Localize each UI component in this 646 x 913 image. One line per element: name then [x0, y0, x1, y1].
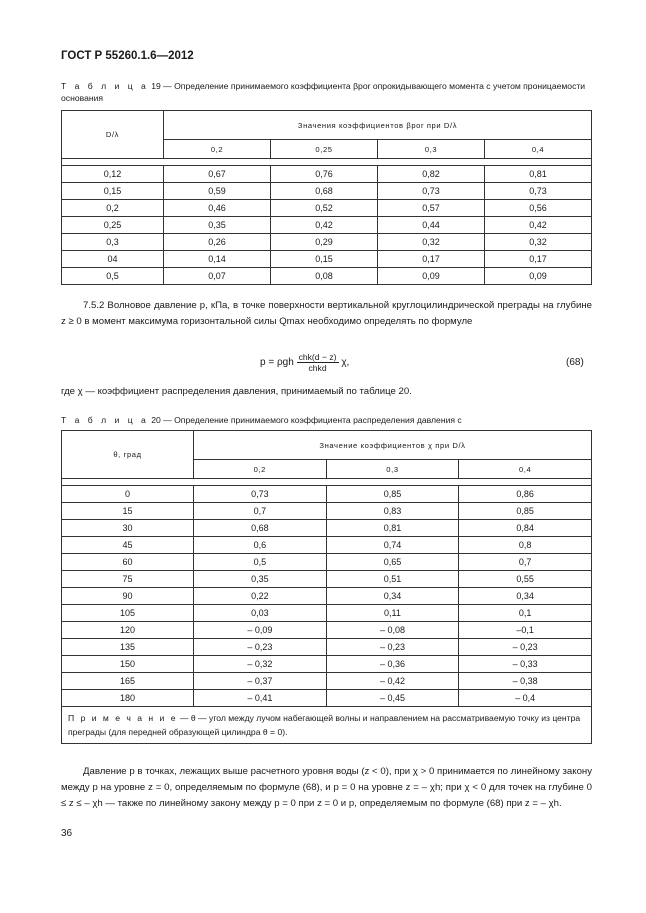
table19-cell: 0,07	[164, 268, 271, 285]
table20-cell: – 0,41	[194, 690, 327, 707]
table20-row-label: 0	[62, 486, 194, 503]
table-row	[62, 537, 592, 554]
table20-row-label: 45	[62, 537, 194, 554]
table20-cell: – 0,08	[326, 622, 459, 639]
table20-cell: 0,68	[194, 520, 327, 537]
table-row	[62, 183, 592, 200]
table20-cell: 0,6	[194, 537, 327, 554]
table20-cell: 0,7	[459, 554, 592, 571]
table19-cell: 0,76	[271, 166, 378, 183]
page-number: 36	[61, 828, 73, 839]
table19-cell: 0,57	[378, 200, 485, 217]
table19-row-label: 04	[62, 251, 164, 268]
table20-note-prefix: П р и м е ч а н и е	[68, 713, 178, 723]
table20-row-label: 75	[62, 571, 194, 588]
table20-cell: – 0,37	[194, 673, 327, 690]
table20-caption	[61, 414, 591, 426]
table-row	[62, 520, 592, 537]
formula-numerator: chk(d − z)	[298, 352, 337, 362]
table20-cell: 0,51	[326, 571, 459, 588]
table20-caption-prefix: Т а б л и ц а	[61, 415, 149, 425]
table-row	[62, 503, 592, 520]
table20-column-header: 0,2	[194, 460, 327, 479]
table20-cell: – 0,38	[459, 673, 592, 690]
table19-cell: 0,32	[378, 234, 485, 251]
table20-cell: 0,1	[459, 605, 592, 622]
table20-cell: 0,34	[459, 588, 592, 605]
table-row	[62, 622, 592, 639]
table-row	[62, 588, 592, 605]
table20-group-header: Значение коэффициентов χ при D/λ	[194, 431, 592, 460]
table20-cell: – 0,33	[459, 656, 592, 673]
table20-cell: –0,1	[459, 622, 592, 639]
table19-column-header: 0,3	[378, 140, 485, 159]
table-row	[62, 656, 592, 673]
table20-row-label: 135	[62, 639, 194, 656]
where-text: где χ — коэффициент распределения давления, принимаемый по таблице 20.	[61, 386, 412, 397]
table20-cell: 0,55	[459, 571, 592, 588]
table-row	[62, 486, 592, 503]
table19-cell: 0,29	[271, 234, 378, 251]
table19-group-header: Значения коэффициентов βpor при D/λ	[164, 111, 592, 140]
table20-cell: 0,5	[194, 554, 327, 571]
table20-cell: – 0,09	[194, 622, 327, 639]
table19-cell: 0,56	[485, 200, 592, 217]
table20-cell: 0,81	[326, 520, 459, 537]
table19-cell: 0,42	[485, 217, 592, 234]
table19-cell: 0,52	[271, 200, 378, 217]
table19-cell: 0,14	[164, 251, 271, 268]
table20-row-label: 165	[62, 673, 194, 690]
table20-caption-text: 20 — Определение принимаемого коэффициента распределения давления c	[151, 415, 462, 425]
section-paragraph: 7.5.2 Волновое давление p, кПа, в точке поверхности вертикальной круглоцилиндрической преграды на глубине z ≥ 0 в момент максимума горизонтальной силы Qmax необходимо определять по формуле	[61, 300, 592, 327]
table19-cell: 0,44	[378, 217, 485, 234]
table20-cell: – 0,23	[459, 639, 592, 656]
table20-cell: 0,86	[459, 486, 592, 503]
table20-cell: 0,11	[326, 605, 459, 622]
table20-column-header: 0,3	[326, 460, 459, 479]
table20-cell: 0,85	[459, 503, 592, 520]
table19-caption	[61, 80, 591, 104]
table19-cell: 0,68	[271, 183, 378, 200]
table-row	[62, 200, 592, 217]
table19-cell: 0,73	[378, 183, 485, 200]
table20-cell: 0,85	[326, 486, 459, 503]
table-row	[62, 605, 592, 622]
table20-cell: 0,34	[326, 588, 459, 605]
table20-cell: 0,8	[459, 537, 592, 554]
table20-row-label: 180	[62, 690, 194, 707]
table20-column-header: 0,4	[459, 460, 592, 479]
table-row	[62, 690, 592, 707]
table19-row-label: 0,15	[62, 183, 164, 200]
table19-column-header: 0,4	[485, 140, 592, 159]
table20-cell: 0,83	[326, 503, 459, 520]
table20-cell: 0,84	[459, 520, 592, 537]
table19-column-header: 0,2	[164, 140, 271, 159]
table20-cell: – 0,4	[459, 690, 592, 707]
table19-cell: 0,82	[378, 166, 485, 183]
table19-caption-text: 19 — Определение принимаемого коэффициента βpor опрокидывающего момента с учетом проницаемости основания	[61, 81, 586, 103]
document-header: ГОСТ Р 55260.1.6—2012	[61, 50, 194, 62]
table19-cell: 0,42	[271, 217, 378, 234]
table20-row-label: 60	[62, 554, 194, 571]
table-row	[62, 217, 592, 234]
table19-cell: 0,35	[164, 217, 271, 234]
formula-68	[260, 352, 349, 373]
table-row	[62, 166, 592, 183]
table20-header-gap	[62, 479, 592, 486]
closing-paragraph: Давление p в точках, лежащих выше расчетного уровня воды (z < 0), при χ > 0 принимается по линейному закону между p на уровне z = 0, определяемым по формуле (68), и p = 0 на уровне z = – χh; при χ < 0 для точек на глубине 0 ≤ z ≤ – χh — также по линейному закону между p = 0 при z = 0 и p, определяемым по формуле (68) при z = – χh.	[61, 766, 592, 809]
table19-cell: 0,08	[271, 268, 378, 285]
formula-number: (68)	[566, 357, 584, 368]
table19	[61, 110, 592, 285]
formula-denominator: chkd	[308, 363, 327, 373]
table19-column-header: 0,25	[271, 140, 378, 159]
formula-rhs: χ,	[341, 357, 350, 369]
table20-cell: 0,74	[326, 537, 459, 554]
table-row	[62, 268, 592, 285]
table20-cell: 0,22	[194, 588, 327, 605]
table20-row-header: θ, град	[62, 431, 194, 479]
table19-cell: 0,15	[271, 251, 378, 268]
table19-cell: 0,17	[485, 251, 592, 268]
table20-cell: 0,73	[194, 486, 327, 503]
table20-row-label: 30	[62, 520, 194, 537]
table20-row-label: 105	[62, 605, 194, 622]
table19-cell: 0,59	[164, 183, 271, 200]
table20-cell: – 0,23	[194, 639, 327, 656]
table20-cell: – 0,23	[326, 639, 459, 656]
table20-cell: 0,35	[194, 571, 327, 588]
table19-row-label: 0,5	[62, 268, 164, 285]
table19-caption-prefix: Т а б л и ц а	[61, 81, 149, 91]
table20-cell: 0,03	[194, 605, 327, 622]
formula-lhs: p = ρgh	[260, 357, 294, 369]
table20-row-label: 150	[62, 656, 194, 673]
table19-row-label: 0,2	[62, 200, 164, 217]
table20-cell: – 0,42	[326, 673, 459, 690]
formula-fraction	[297, 352, 339, 373]
table20	[61, 430, 592, 744]
table20-row-label: 90	[62, 588, 194, 605]
table-row	[62, 639, 592, 656]
table19-cell: 0,09	[485, 268, 592, 285]
table19-cell: 0,73	[485, 183, 592, 200]
table-row	[62, 251, 592, 268]
table19-row-label: 0,12	[62, 166, 164, 183]
table19-cell: 0,17	[378, 251, 485, 268]
table19-row-label: 0,25	[62, 217, 164, 234]
table20-row-label: 120	[62, 622, 194, 639]
table20-note-text: — θ — угол между лучом набегающей волны и направлением на рассматриваемую точку из центра преграды (для передней образующей цилиндра θ = 0).	[68, 713, 581, 737]
table19-row-header: D/λ	[62, 111, 164, 159]
table20-cell: – 0,36	[326, 656, 459, 673]
table-row	[62, 554, 592, 571]
table20-cell: 0,7	[194, 503, 327, 520]
table19-cell: 0,09	[378, 268, 485, 285]
table20-note	[62, 707, 592, 744]
table19-cell: 0,46	[164, 200, 271, 217]
table-row	[62, 673, 592, 690]
table-row	[62, 234, 592, 251]
table20-cell: 0,65	[326, 554, 459, 571]
table19-cell: 0,67	[164, 166, 271, 183]
table20-cell: – 0,32	[194, 656, 327, 673]
table20-cell: – 0,45	[326, 690, 459, 707]
table19-header-gap	[62, 159, 592, 166]
table20-row-label: 15	[62, 503, 194, 520]
table19-cell: 0,81	[485, 166, 592, 183]
table19-row-label: 0,3	[62, 234, 164, 251]
table19-cell: 0,26	[164, 234, 271, 251]
table-row	[62, 571, 592, 588]
table19-cell: 0,32	[485, 234, 592, 251]
